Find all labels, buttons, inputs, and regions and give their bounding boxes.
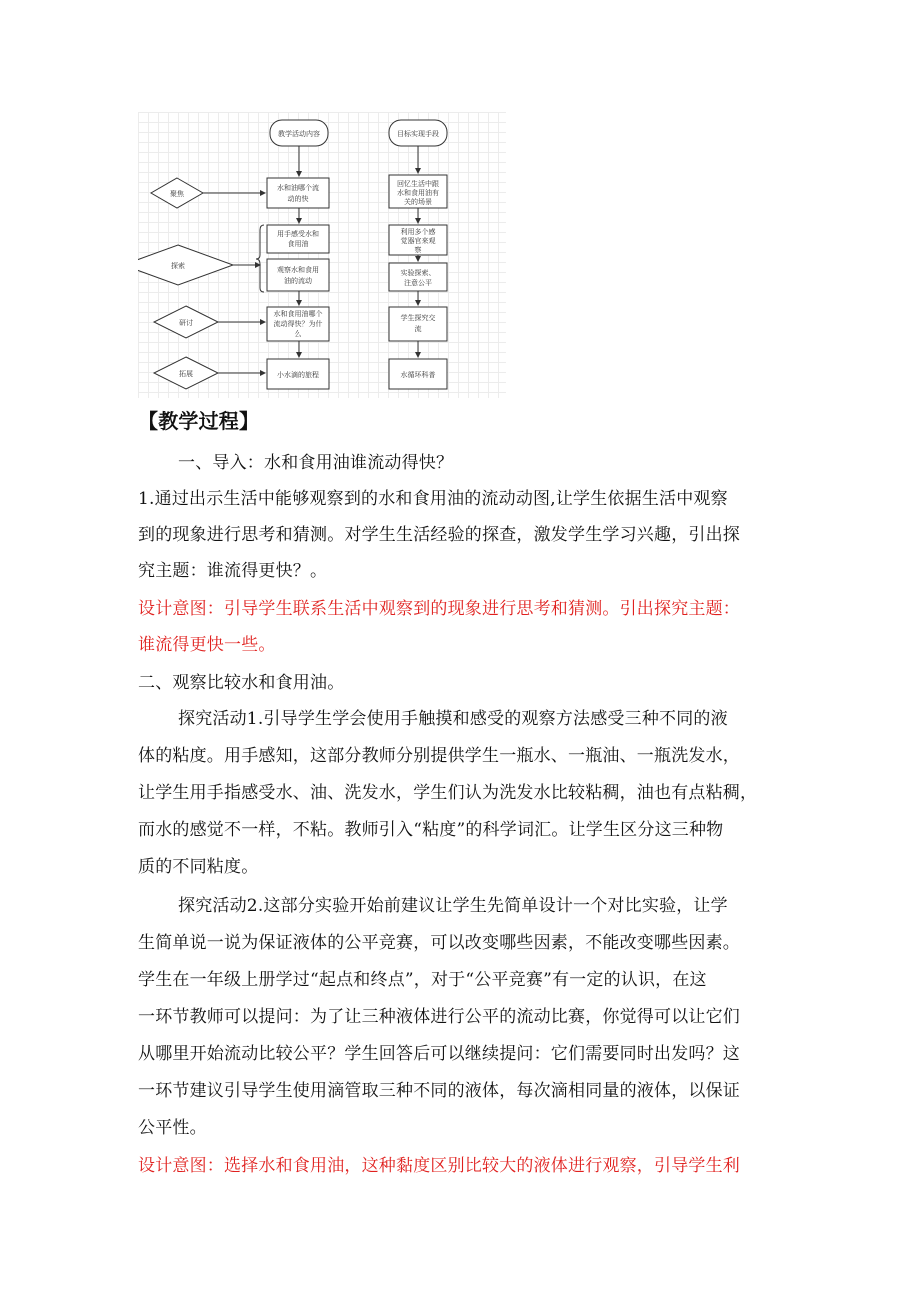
activity1-line-4: 而水的感觉不一样，不粘。教师引入“粘度”的科学词汇。让学生区分这三种物 [138,820,724,840]
para1-line-3: 究主题：谁流得更快？。 [138,561,328,581]
right-step-1-line-2: 水和食用油有 [397,189,439,197]
stage-label-2: 探索 [171,262,185,270]
activity1-line-5: 质的不同粘度。 [138,857,259,877]
left-title-label: 教学活动内容 [278,130,320,138]
left-step-3-line-1: 观察水和食用 [277,266,319,274]
right-title-label: 目标实现手段 [397,130,439,138]
stage-label-4: 拓展 [179,370,193,378]
part2-heading: 二、观察比较水和食用油。 [138,673,345,693]
left-step-1 [267,178,329,208]
activity2-line-3: 学生在一年级上册学过“起点和终点”，对于“公平竞赛”有一定的认识，在这 [138,970,707,990]
left-step-3-line-2: 油的流动 [284,277,312,285]
activity1-line-1: 探究活动1.引导学生学会使用手触摸和感受的观察方法感受三种不同的液 [178,709,728,729]
intro-heading: 一、导入：水和食用油谁流动得快？ [178,453,454,473]
left-step-4-line-2: 流动得快？为什 [273,320,323,328]
right-step-5-line-1: 水循环科普 [400,371,436,379]
activity2-line-1: 探究活动2.这部分实验开始前建议让学生先简单设计一个对比实验，让学 [178,896,728,916]
right-step-4 [389,307,447,341]
activity1-line-2: 体的粘度。用手感知，这部分教师分别提供学生一瓶水、一瓶油、一瓶洗发水， [138,746,740,766]
right-step-4-line-1: 学生探究交 [400,314,436,322]
left-step-4-line-3: 么 [294,330,302,338]
left-step-4-line-1: 水和食用油哪个 [273,310,323,318]
right-step-3-line-1: 实验探索、 [400,269,436,277]
section-title: 【教学过程】 [138,409,260,433]
right-step-2-line-1: 利用多个感 [400,228,436,236]
right-step-1-line-1: 回忆生活中跟 [397,180,439,188]
left-step-1-line-2: 动的快 [287,195,309,203]
activity1-line-3: 让学生用手指感受水、油、洗发水，学生们认为洗发水比较粘稠，油也有点粘稠， [138,783,758,803]
activity2-line-6: 一环节建议引导学生使用滴管取三种不同的液体，每次滴相同量的液体，以保证 [138,1081,740,1101]
right-step-1-line-3: 关的场景 [404,198,432,206]
right-step-4-line-2: 流 [414,325,422,333]
para1-line-2: 到的现象进行思考和猜测。对学生生活经验的探查，激发学生学习兴趣，引出探 [138,525,740,545]
teaching-flowchart [138,112,506,398]
activity2-line-4: 一环节教师可以提问：为了让三种液体进行公平的流动比赛，你觉得可以让它们 [138,1007,740,1027]
stage-label-1: 聚焦 [170,190,184,198]
design-intent-2-line-1: 设计意图：选择水和食用油，这种黏度区别比较大的液体进行观察，引导学生利 [138,1156,740,1176]
right-step-2-line-3: 察 [414,246,422,254]
explore-brace [256,225,264,292]
design-intent-1-line-1: 设计意图：引导学生联系生活中观察到的现象进行思考和猜测。引出探究主题： [138,599,740,619]
left-step-2-line-1: 用手感受水和 [277,230,319,238]
activity2-line-7: 公平性。 [138,1118,207,1138]
activity2-line-5: 从哪里开始流动比较公平？学生回答后可以继续提问：它们需要同时出发吗？这 [138,1044,740,1064]
design-intent-1-line-2: 谁流得更快一些。 [138,635,276,655]
left-step-5-line-1: 小水滴的旅程 [277,371,319,379]
stage-diamond-2 [138,245,233,285]
stage-label-3: 研讨 [179,319,193,327]
flowchart-svg [138,112,506,398]
right-step-3-line-2: 注意公平 [404,279,432,287]
para1-line-1: 1.通过出示生活中能够观察到的水和食用油的流动动图,让学生依据生活中观察 [138,489,728,509]
left-step-1-line-1: 水和油哪个流 [277,184,319,192]
right-step-2-line-2: 觉器官来观 [400,237,436,245]
left-step-2-line-2: 食用油 [287,240,309,248]
activity2-line-2: 生简单说一说为保证液体的公平竞赛，可以改变哪些因素，不能改变哪些因素。 [138,933,740,953]
left-step-3 [267,259,329,291]
